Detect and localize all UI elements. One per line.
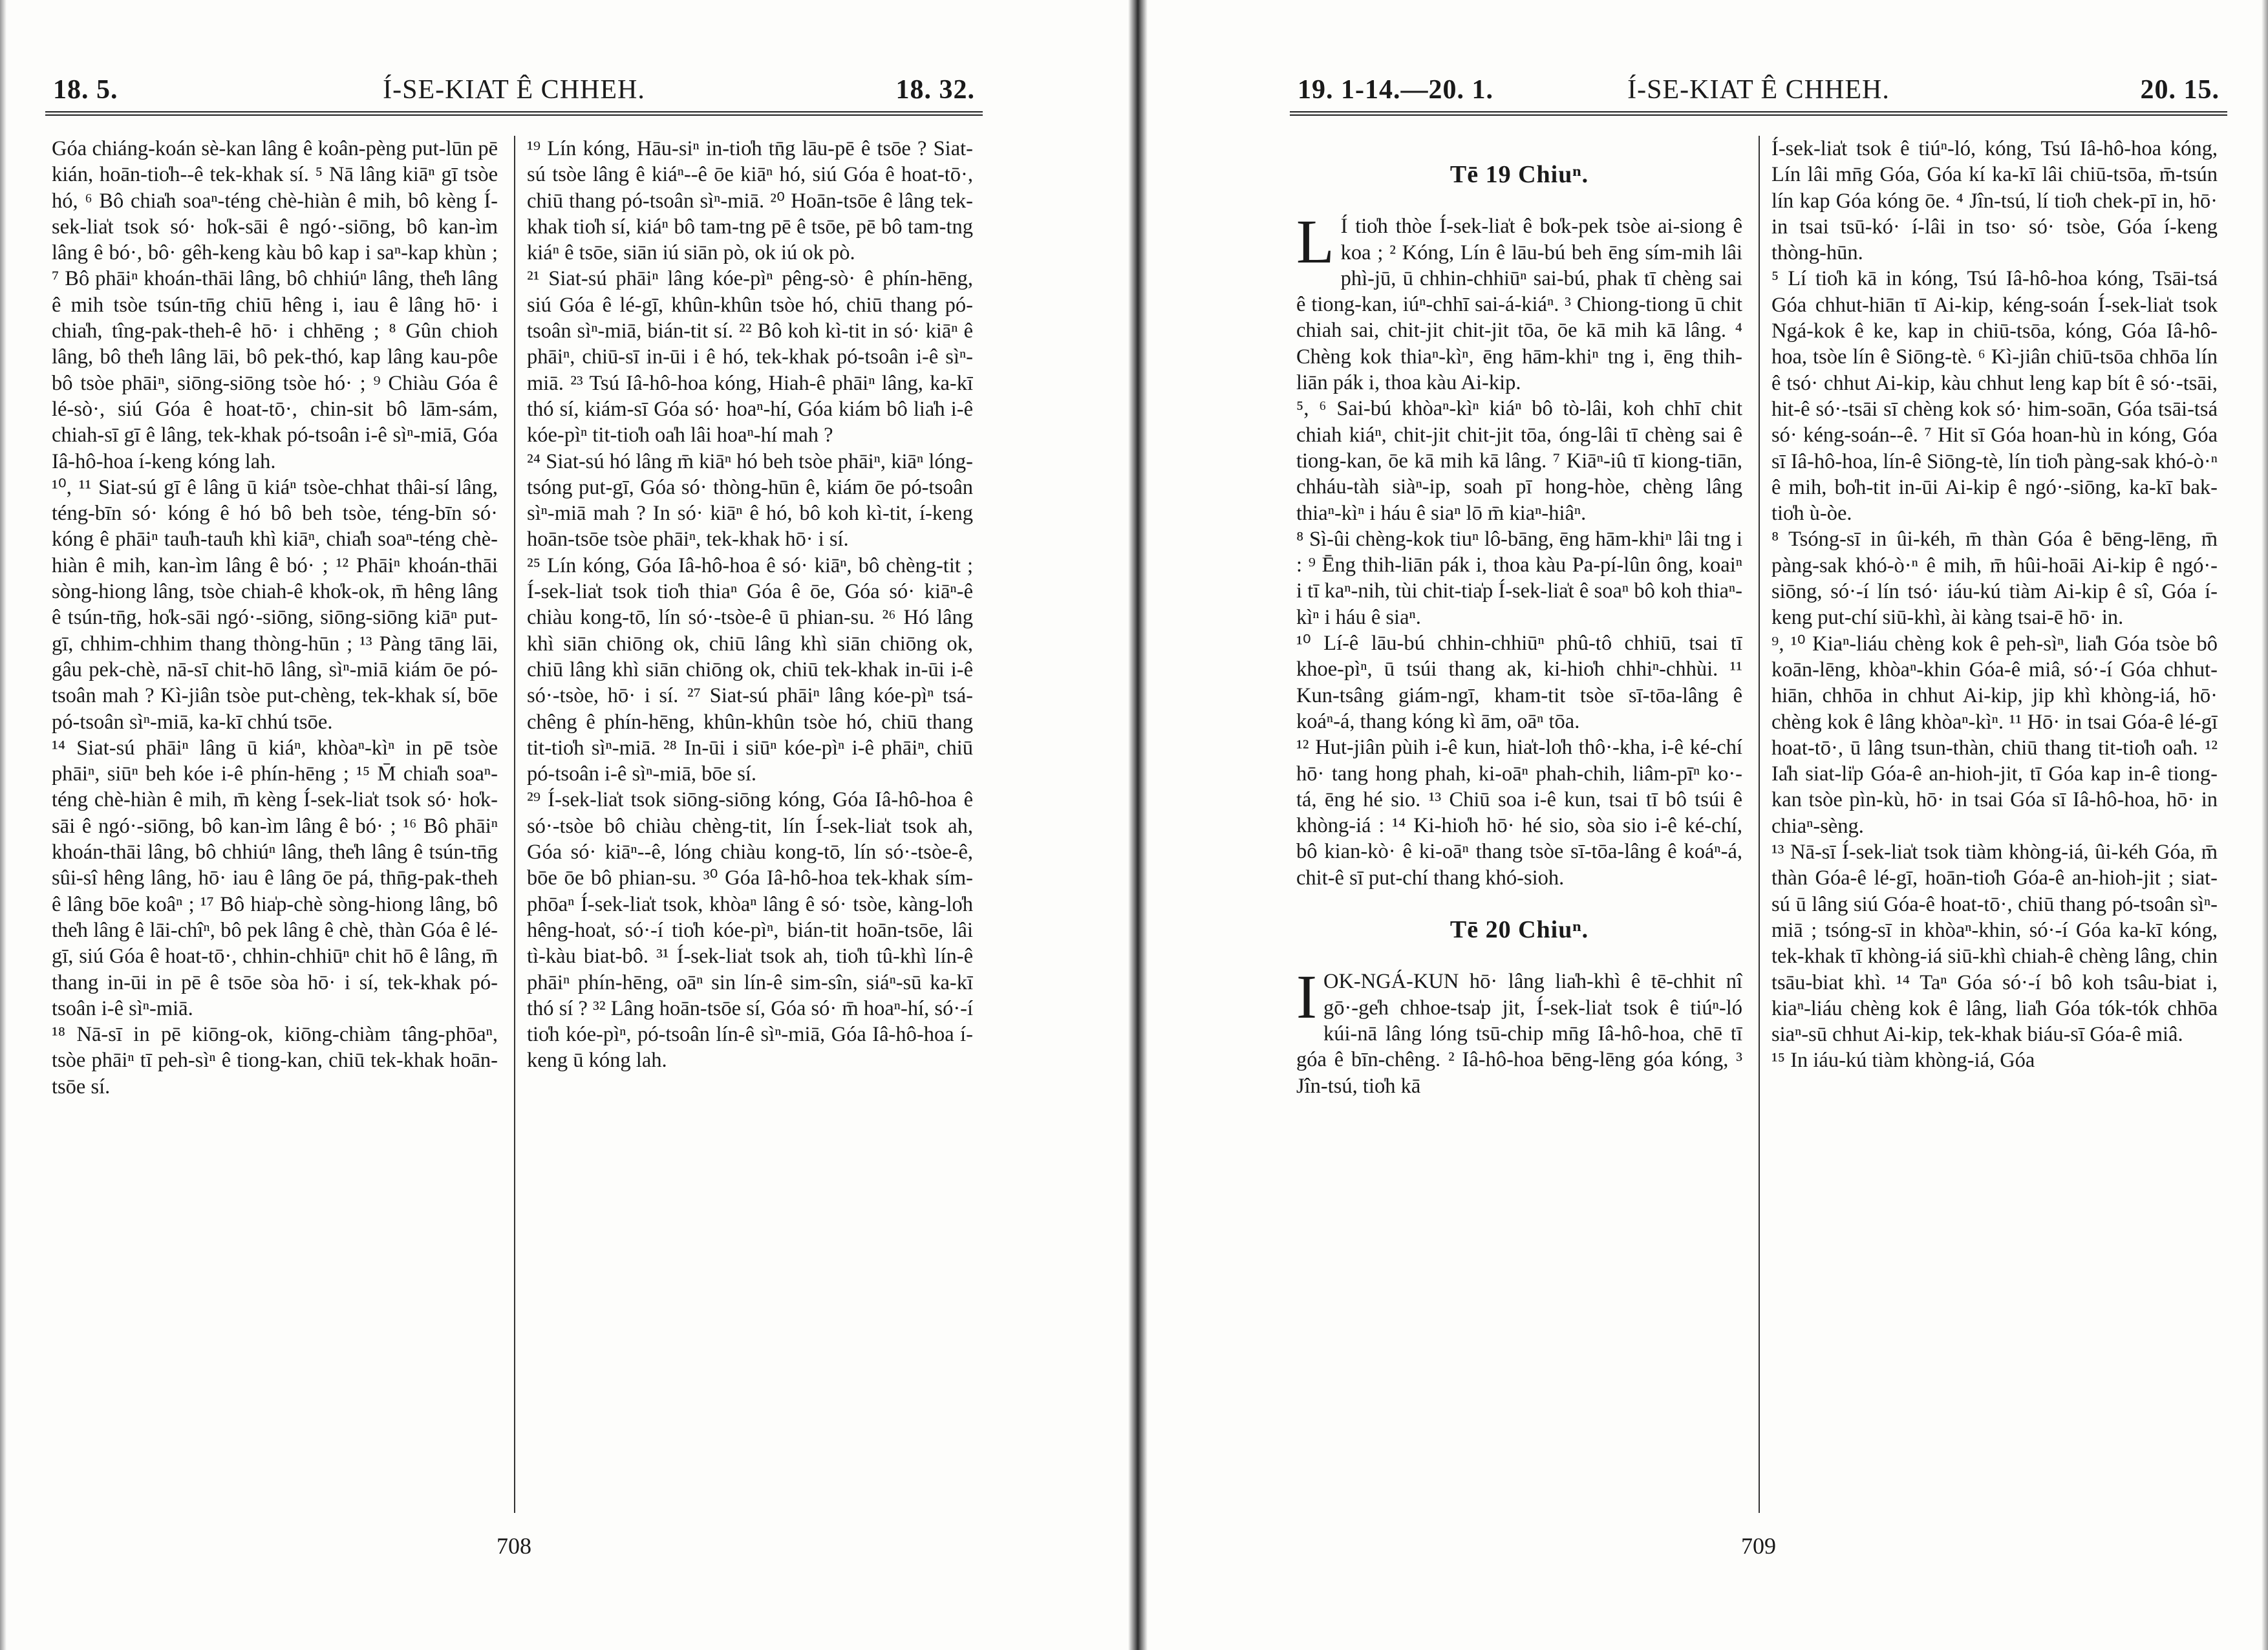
header-title: Í-SE-KIAT Ê CHHEH. xyxy=(1627,75,1890,105)
paragraph: ⁵, ⁶ Sai-bú khòaⁿ-kìⁿ kiáⁿ bô tò-lâi, koh chhī chit chiah kiáⁿ, chit-jit chit-jit tōa, óng-lâi tī chèng sai ê tiong-kan, ōe kā mih kā lâng. ⁷ Kiāⁿ-iû tī kiong-tiān, chháu-tàh siàⁿ-ip, soah pī hong-hòe, chèng lâng thiaⁿ-kìⁿ i háu ê siaⁿ lō m̄ kiaⁿ-hiâⁿ. xyxy=(1296,397,1742,525)
paragraph: ¹² Hut-jiân pùih i-ê kun, hia̍t-lo̍h thô·-kha, i-ê ké-chí hō· tang hong phah, ki-oāⁿ phah-chih, liâm-pīⁿ ko·-tá, ēng hé sio. ¹³ Chiū soa i-ê kun, tsai tī bô tsúi ê khòng-iá : ¹⁴ Ki-hio̍h hō· hé sio, sòa sio i-ê ké-chí, bô kian-kò· ê ki-oāⁿ thang tsòe sī-tōa-lâng ê koáⁿ-á, chit-ê sī put-chí thang khó-sioh. xyxy=(1296,736,1742,890)
chapter-heading: Tē 20 Chiuⁿ. xyxy=(1450,916,1589,944)
paragraph: Í-sek-lia̍t tsok ê tiúⁿ-ló, kóng, Tsú Iâ-hô-hoa kóng, Lín lâi mn̄g Góa, Góa kí ka-kī lâi chiū-tsōa, m̄-tsún lín kap Góa kóng ōe. ⁴ Jîn-tsú, lí tio̍h chek-pī in, hō· in tsai tsū-kó· í-lâi in tso· só· tsòe, Góa í-keng thòng-hūn. xyxy=(1771,137,2218,265)
column-divider xyxy=(1759,136,1760,1513)
header-rule xyxy=(45,111,983,116)
header-ref-left: 19. 1-14.—20. 1. xyxy=(1298,75,1493,105)
running-head-left xyxy=(45,68,983,107)
paragraph: ²⁴ Siat-sú hó lâng m̄ kiāⁿ hó beh tsòe phāiⁿ, kiāⁿ lóng-tsóng put-gī, Góa só· thòng-hūn ê, kiám ōe pó-tsoân sìⁿ-miā mah ? In só· kiāⁿ ê hó, bô koh kì-tit, í-keng hoān-tsōe tsòe phāiⁿ, tek-khak hō· i sí. xyxy=(527,449,973,552)
header-title: Í-SE-KIAT Ê CHHEH. xyxy=(383,75,645,105)
paragraph: ²⁹ Í-sek-lia̍t tsok siōng-siōng kóng, Góa Iâ-hô-hoa ê só·-tsòe bô chiàu chèng-tit, lín Í-sek-lia̍t tsok ah, Góa só· kiāⁿ--ê, lóng chiàu kong-tō, lín só·-tsòe-ê, bōe ōe bô phian-su. ³⁰ Góa Iâ-hô-hoa tek-khak sím-phōaⁿ Í-sek-lia̍t tsok, khòaⁿ lâng ê só· tsòe, kàng-lo̍h hêng-hoa̍t, só·-í tio̍h kóe-pìⁿ, bián-tit hoān-tsōe, lâi tì-kàu biat-bô. ³¹ Í-sek-lia̍t tsok ah, tio̍h tû-khì lín-ê phāiⁿ phín-hēng, oāⁿ sin lín-ê sim-sîn, siáⁿ-sū ka-kī thó sí ? ³² Lâng hoān-tsōe sí, Góa só· m̄ hoaⁿ-hí, só·-í tio̍h kóe-pìⁿ, pó-tsoân lín-ê sìⁿ-miā, Góa Iâ-hô-hoa í-keng ū kóng lah. xyxy=(527,788,973,1073)
header-ref-left: 18. 5. xyxy=(53,75,118,105)
text-column-2 xyxy=(527,136,973,1513)
drop-cap: L xyxy=(1296,207,1334,277)
header-ref-right: 20. 15. xyxy=(2140,75,2220,105)
book-gutter xyxy=(1128,0,1148,1650)
paragraph: ¹⁰, ¹¹ Siat-sú gī ê lâng ū kiáⁿ tsòe-chhat thâi-sí lâng, téng-bīn só· kóng ê hó bô beh tsòe, téng-bīn só· kóng ê phāiⁿ tau̍h-tau̍h khì kiāⁿ, chia̍h soaⁿ-téng chè-hiàn ê mih, kan-ìm lâng ê bó· ; ¹² Phāiⁿ khoán-thāi sòng-hiong lâng, tsòe chiah-ê kho̍k-ok, m̄ hêng lâng ê tsún-tn̄g, ho̍k-sāi ngó·-siōng, siōng-siōng kiāⁿ put-gī, chhim-chhim thang thòng-hūn ; ¹³ Pàng tāng lāi, gâu pek-chè, nā-sī chit-hō lâng, sìⁿ-miā kiám ōe pó-tsoân mah ? Kì-jiân tsòe put-chèng, tek-khak sí, bōe pó-tsoân sìⁿ-miā, ka-kī chhú tsōe. xyxy=(52,475,498,734)
paragraph: ⁸ Tsóng-sī in ûi-kéh, m̄ thàn Góa ê bēng-lēng, m̄ pàng-sak khó-ò·ⁿ ê mih, m̄ hûi-hoāi Ai-kip ê ngó·-siōng, só·-í lín tsó· iáu-kú tiàm Ai-kip ê sî, Góa í-keng put-chí siū-khì, ài kàng tsai-ē hō· in. xyxy=(1771,528,2218,630)
page-number: 708 xyxy=(497,1533,531,1559)
header-ref-right: 18. 32. xyxy=(895,75,975,105)
right-page xyxy=(1290,0,2227,1650)
paragraph: ¹⁵ In iáu-kú tiàm khòng-iá, Góa xyxy=(1771,1049,2035,1073)
paragraph: ¹³ Nā-sī Í-sek-lia̍t tsok tiàm khòng-iá, ûi-kéh Góa, m̄ thàn Góa-ê lé-gī, hoān-tio̍h Góa-ê an-hioh-jit ; siat-sú ū lâng siú Góa-ê hoat-tō·, chiū thang pó-tsoân sìⁿ-miā ; tsóng-sī in khòaⁿ-khin, só·-í Góa ka-kī kóng, tek-khak tī khòng-iá siū-khì chiah-ê chèng lâng, chin tsāu-biat khì. ¹⁴ Taⁿ Góa só·-í bô koh tsâu-biat i, kiaⁿ-liáu chèng kok ê lâng, lia̍h Góa tók-tók chhōa siaⁿ-sū chhut Ai-kip, tek-khak biáu-sī Góa-ê miâ. xyxy=(1771,841,2218,1047)
paragraph: ⁸ Sì-ûi chèng-kok tiuⁿ lô-bāng, ēng hām-khiⁿ lâi tng i : ⁹ Ēng thih-liān pák i, thoa kàu Pa-pí-lûn ông, koaiⁿ i tī kaⁿ-nih, tùi chit-tia̍p Í-sek-lia̍t ê soaⁿ bô koh thiaⁿ-kìⁿ i háu ê siaⁿ. xyxy=(1296,527,1742,629)
paragraph: ²¹ Siat-sú phāiⁿ lâng kóe-pìⁿ pêng-sò· ê phín-hēng, siú Góa ê lé-gī, khûn-khûn tsòe hó, chiū thang pó-tsoân sìⁿ-miā, bián-tit sí. ²² Bô koh kì-tit in só· kiāⁿ ê phāiⁿ, chiū-sī in-ūi i ê hó, tek-khak pó-tsoân i-ê sìⁿ-miā. ²³ Tsú Iâ-hô-hoa kóng, Hiah-ê phāiⁿ lâng, ka-kī thó sí, kiám-sī Góa só· hoaⁿ-hí, Góa kiám bô lia̍h i-ê kóe-pìⁿ tit-tio̍h oa̍h lâi hoaⁿ-hí mah ? xyxy=(527,267,973,447)
page-number: 709 xyxy=(1741,1533,1776,1559)
paragraph: ⁵ Lí tio̍h kā in kóng, Tsú Iâ-hô-hoa kóng, Tsāi-tsá Góa chhut-hiān tī Ai-kip, kéng-soán Í-sek-lia̍t tsok Ngá-kok ê ke, kap in chiū-tsōa, kóng, Góa Iâ-hô-hoa, tsòe lín ê Siōng-tè. ⁶ Kì-jiân chiū-tsōa chhōa lín ê tsó· chhut Ai-kip, kàu chhut leng kap bít ê só·-tsāi, hit-ê só·-tsāi sī chèng kok só· him-soān, Góa tsāi-tsá só· kéng-soán--ê. ⁷ Hit sī Góa hoan-hù in kóng, Góa sī Iâ-hô-hoa, lín-ê Siōng-tè, lín tio̍h pàng-sak khó-ò·ⁿ ê mih, bo̍h-tit in-ūi Ai-kip ê ngó·-siōng, ka-kī bak-tio̍h ù-òe. xyxy=(1771,267,2218,526)
header-rule xyxy=(1290,111,2227,116)
drop-cap: I xyxy=(1296,962,1317,1032)
running-head-right xyxy=(1290,68,2227,107)
paragraph: ²⁵ Lín kóng, Góa Iâ-hô-hoa ê só· kiāⁿ, bô chèng-tit ; Í-sek-lia̍t tsok tio̍h thiaⁿ Góa ê ōe, Góa só· kiāⁿ-ê chiàu kong-tō, lín só·-tsòe-ê ū phian-su. ²⁶ Hó lâng khì siān chiōng ok, chiū lâng khì siān chiōng ok, chiū lâng khì siān chiōng ok, chiū tek-khak in-ūi i-ê só·-tsòe, hō· i sí. ²⁷ Siat-sú phāiⁿ lâng kóe-pìⁿ tsá-chêng ê phín-hēng, khûn-khûn tsòe hó, chiū thang tit-tio̍h sìⁿ-miā. ²⁸ In-ūi i siūⁿ kóe-pìⁿ i-ê phāiⁿ, chiū pó-tsoân i-ê sìⁿ-miā, bōe sí. xyxy=(527,553,973,786)
chapter-heading: Tē 19 Chiuⁿ. xyxy=(1450,161,1589,188)
paragraph xyxy=(1296,207,1742,396)
paragraph: Góa chiáng-koán sè-kan lâng ê koân-pèng put-lūn pē kián, hoān-tio̍h--ê tek-khak sí. ⁵ Nā lâng kiāⁿ gī tsòe hó, ⁶ Bô chia̍h soaⁿ-téng chè-hiàn ê mih, bô kèng Í-sek-lia̍t tsok só· ho̍k-sāi ê ngó·-siōng, bô kan-ìm lâng ê bó·, bô· gêh-keng kàu bô kap i saⁿ-kap khùn ; ⁷ Bô phāiⁿ khoán-thāi lâng, bô chhiúⁿ lâng, the̍h lâng ê mih tsòe tsún-tn̄g chiū hêng i, iau ê lâng hō· i chia̍h, tîng-pak-theh-ê hō· i chhēng ; ⁸ Gûn chioh lâng, bô the̍h lâng lāi, bô pek-thó, kap lâng kau-pôe bô tsòe phāiⁿ, siōng-siōng tsòe hó· ; ⁹ Chiàu Góa ê lé-sò·, siú Góa ê hoat-tō·, chin-sit bô lām-sám, chiah-sī gī ê lâng, tek-khak pó-tsoân i-ê sìⁿ-miā, Góa Iâ-hô-hoa í-keng kóng lah. xyxy=(52,137,498,473)
page-edge-left xyxy=(0,0,6,1650)
text-column-2 xyxy=(1771,136,2218,1513)
page-edge-right xyxy=(2262,0,2268,1650)
left-page xyxy=(45,0,983,1650)
text-column-1 xyxy=(1296,136,1742,1513)
paragraph: ¹⁹ Lín kóng, Hāu-siⁿ in-tio̍h tn̄g lāu-pē ê tsōe ? Siat-sú tsòe lâng ê kiáⁿ--ê ōe kiāⁿ hó, siú Góa ê hoat-tō·, chiū thang pó-tsoân sìⁿ-miā. ²⁰ Hoān-tsōe ê lâng tek-khak tio̍h sí, kiáⁿ bô tam-tng pē ê tsōe, pē bô tam-tng kiáⁿ ê tsōe, siān iú siān pò, ok iú ok pò. xyxy=(527,137,973,265)
paragraph-text: OK-NGÁ-KUN hō· lâng lia̍h-khì ê tē-chhit nî gō·-ge̍h chhoe-tsa̍p jit, Í-sek-lia̍t tsok ê tiúⁿ-ló kúi-nā lâng lóng tsū-chip mn̄g Iâ-hô-hoa, chē tī góa ê bīn-chêng. ² Iâ-hô-hoa bēng-lēng góa kóng, ³ Jîn-tsú, tio̍h kā xyxy=(1296,970,1742,1098)
paragraph: ¹⁴ Siat-sú phāiⁿ lâng ū kiáⁿ, khòaⁿ-kìⁿ in pē tsòe phāiⁿ, siūⁿ beh kóe i-ê phín-hēng ; ¹⁵ M̄ chia̍h soaⁿ-téng chè-hiàn ê mih, m̄ kèng Í-sek-lia̍t tsok só· ho̍k-sāi ê ngó·-siōng, bô kan-ìm lâng ê bó· ; ¹⁶ Bô phāiⁿ khoán-thāi lâng, bô chhiúⁿ lâng, the̍h lâng ê tsún-tn̄g sûi-sî hêng lâng, hō· iau ê lâng ōe pá, thn̄g-pak-theh ê lâng bōe koâⁿ ; ¹⁷ Bô hia̍p-chè sòng-hiong lâng, bô the̍h lâng ê lāi-chîⁿ, bô pek lâng ê chè, thàn Góa ê lé-gī, siú Góa ê hoat-tō·, chhin-chhiūⁿ chit hō ê lâng, m̄ thang in-ūi in pē ê tsōe sòa hō· i sí, tek-khak pó-tsoân i-ê sìⁿ-miā. xyxy=(52,736,498,1020)
paragraph-text: Í tio̍h thòe Í-sek-lia̍t ê bo̍k-pek tsòe ai-siong ê koa ; ² Kóng, Lín ê lāu-bú beh ēng sím-mih lâi phì-jū, ū chhin-chhiūⁿ sai-bú, phak tī chèng sai ê tiong-kan, iúⁿ-chhī sai-á-kiáⁿ. ³ Chiong-tiong ū chit chiah sai, chit-jit chit-jit tōa, ōe kā mih kā lâng. ⁴ Chèng kok thiaⁿ-kìⁿ, ēng hām-khiⁿ tng i, ēng thih-liān pák i, thoa kàu Ai-kip. xyxy=(1296,215,1742,395)
column-divider xyxy=(514,136,515,1513)
text-column-1 xyxy=(52,136,498,1513)
paragraph xyxy=(1296,962,1742,1098)
paragraph: ⁹, ¹⁰ Kiaⁿ-liáu chèng kok ê peh-sìⁿ, lia̍h Góa tsòe bô koān-lēng, khòaⁿ-khin Góa-ê miâ, só·-í Góa chhut-hiān, chhōa in chhut Ai-kip, jip khì khòng-iá, hō· chèng kok ê lâng khòaⁿ-kìⁿ. ¹¹ Hō· in tsai Góa-ê lé-gī hoat-tō·, ū lâng tsun-thàn, chiū thang tit-tio̍h oa̍h. ¹² Ia̍h siat-li̍p Góa-ê an-hioh-jit, tī Góa kap in-ê tiong-kan tsòe pìn-kù, hō· in tsai Góa sī Iâ-hô-hoa, hō· in chiaⁿ-sèng. xyxy=(1771,632,2218,838)
paragraph: ¹⁸ Nā-sī in pē kiōng-ok, kiōng-chiàm tâng-phōaⁿ, tsòe phāiⁿ tī peh-sìⁿ ê tiong-kan, chiū tek-khak hoān-tsōe sí. xyxy=(52,1023,498,1098)
paragraph: ¹⁰ Lí-ê lāu-bú chhin-chhiūⁿ phû-tô chhiū, tsai tī khoe-pìⁿ, ū tsúi thang ak, ki-hio̍h chhiⁿ-chhùi. ¹¹ Kun-tsâng giám-ngī, kham-tit tsòe sī-tōa-lâng ê koáⁿ-á, thang kóng kì ām, oāⁿ tōa. xyxy=(1296,632,1742,733)
